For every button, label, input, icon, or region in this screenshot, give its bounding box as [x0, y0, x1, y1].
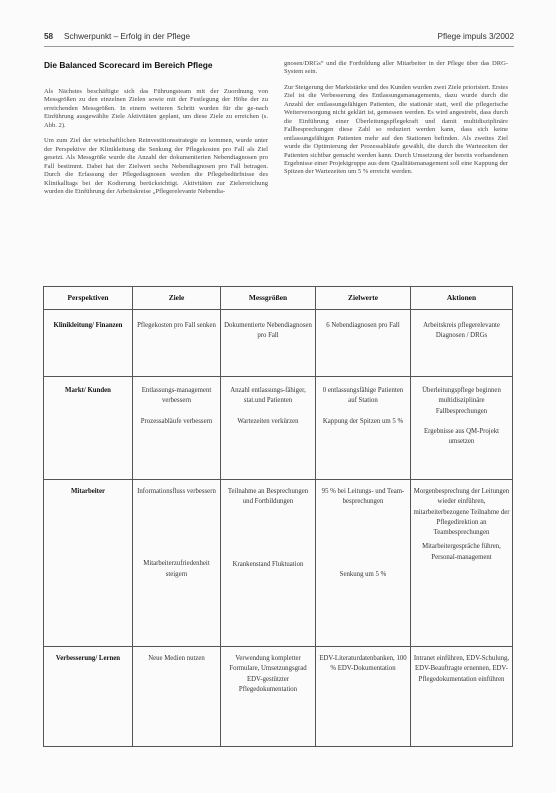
page-number: 58: [44, 32, 54, 41]
paragraph: Um zum Ziel der wirtschaftlichen Reinvestitionsstrategie zu kommen, wurde unter der Perspektive der Klinikleitung die Senkung der Pflegekosten pro Fall als Ziel gesetzt. Als Messgröße wurde die Anzahl der dokumentierten Nebendiagnosen pro Fall bestimmt. Dabei hat der Zielwert sechs Nebendiagnosen pro Fall betragen. Durch die Erfassung der Pflegediagnosen werden die Pflegebedürfnisse des Klinikalltags bei der Kodierung berücksichtigt. Aktivitäten zur Zielerreichung wurden die Einführung der Arbeitskreise „Pflegerelevante Nebendia-: [44, 137, 268, 195]
running-header: [44, 30, 514, 47]
target-cell: EDV-Literaturdatenbanken, 100 % EDV-Dokumentation: [316, 647, 411, 747]
paragraph: Zur Steigerung der Marktstärke und des Kunden wurden zwei Ziele priorisiert. Erstes Ziel ist die Verbesserung des Entlassungsmanagements, dazu wurde durch die Anzahl der entlassungsfähigen Patienten, die stationär statt, weil die pflegerische Weiterversorgung nicht geklärt ist, gemessen werden. Es wird angestrebt, dass durch die Einführung einer Überleitungspflegekraft und damit multidisziplinäre Fallbesprechungen diese Zahl so reduziert werden kann, dass sich keine entlassungsfähigen Patienten mehr auf den Stationen befinden. Als zweites Ziel wurde die Optimierung der Prozessabläufe gewählt, die durch die Wartezeiten der Patienten sichtbar gemacht werden kann. Durch Umsetzung der bereits vorhandenen Ergebnisse einer Projektgruppe aus dem Qualitätsmanagement soll eine Kappung der Spitzen der Wartezeiten um 5 % erreicht werden.: [284, 83, 508, 176]
column-header: Aktionen: [411, 287, 513, 310]
goal-cell: Entlassungs-management verbessern Prozessabläufe verbessern: [133, 377, 221, 480]
journal-issue: Pflege impuls 3/2002: [437, 32, 514, 41]
article-body: [44, 60, 512, 266]
column-header: Ziele: [133, 287, 221, 310]
right-column: [284, 60, 508, 184]
article-heading: Die Balanced Scorecard im Bereich Pflege: [44, 60, 213, 70]
measure-cell: Dokumentierte Nebendiagnosen pro Fall: [221, 310, 316, 377]
perspective-cell: Verbesserung/ Lernen: [44, 647, 133, 747]
table-row: [44, 647, 513, 747]
target-cell: 0 entlassungsfähige Patienten auf Station Kappung der Spitzen um 5 %: [316, 377, 411, 480]
paragraph: Als Nächstes beschäftigte sich das Führungsteam mit der Zuordnung von Messgrößen zu den einzelnen Zielen sowie mit der Festlegung der Höhe der zu erreichenden Messgrößen. In einem weiteren Schritt wurden für die ge-nach Einführung ausgewählte Ziele Aktivitäten geplant, um diese Ziele zu erreichen (s. Abb. 2).: [44, 88, 268, 129]
action-cell: Morgenbesprechung der Leitungen wieder einführen, mitarbeiterbezogene Teilnahme der Pflegedirektion an Teambesprechungen Mitarbeitergespräche führen, Personal-management: [411, 480, 513, 647]
measure-cell: Anzahl entlassungs-fähiger, stat.und Patienten Wartezeiten verkürzen: [221, 377, 316, 480]
target-cell: 95 % bei Leitungs- und Team-besprechungen Senkung um 5 %: [316, 480, 411, 647]
perspective-cell: Klinikleitung/ Finanzen: [44, 310, 133, 377]
measure-cell: Verwendung kompletter Formulare, Umsetzungsgrad EDV-gestützter Pflegedokumentation: [221, 647, 316, 747]
perspective-cell: Markt/ Kunden: [44, 377, 133, 480]
measure-cell: Teilnahme an Besprechungen und Fortbildungen Krankenstand Fluktuation: [221, 480, 316, 647]
goal-cell: Neue Medien nutzen: [133, 647, 221, 747]
section-title: Schwerpunkt – Erfolg in der Pflege: [64, 32, 191, 41]
table-row: [44, 480, 513, 647]
table-row: [44, 377, 513, 480]
goal-cell: Informationsfluss verbessern Mitarbeiterzufriedenheit steigern: [133, 480, 221, 647]
column-header: Zielwerte: [316, 287, 411, 310]
target-cell: 6 Nebendiagnosen pro Fall: [316, 310, 411, 377]
column-header: Perspektiven: [44, 287, 133, 310]
action-cell: Arbeitskreis pflegerelevante Diagnosen / DRGs: [411, 310, 513, 377]
balanced-scorecard-table: [43, 286, 513, 747]
table-row: [44, 310, 513, 377]
paragraph: gnosen/DRGs“ und die Fortbildung aller Mitarbeiter in der Pflege über das DRG-System sein.: [284, 60, 508, 76]
perspective-cell: Mitarbeiter: [44, 480, 133, 647]
action-cell: Überleitungspflege beginnen multidisziplinäre Fallbesprechungen Ergebnisse aus QM-Projekt umsetzen: [411, 377, 513, 480]
column-header: Messgrößen: [221, 287, 316, 310]
goal-cell: Pflegekosten pro Fall senken: [133, 310, 221, 377]
left-column: [44, 60, 268, 203]
action-cell: Intranet einführen, EDV-Schulung, EDV-Beauftragte ernennen, EDV-Pflegedokumentation einführen: [411, 647, 513, 747]
table-header-row: [44, 287, 513, 310]
